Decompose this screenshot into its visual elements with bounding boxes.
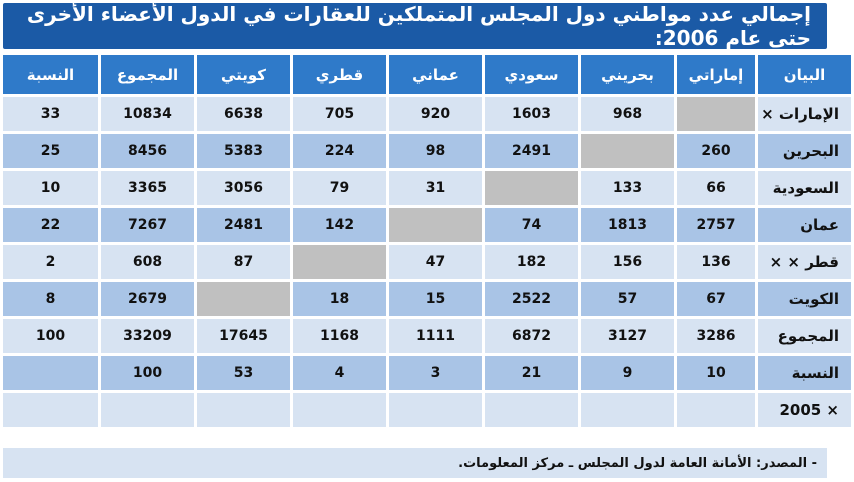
- table-cell: 98: [389, 134, 482, 168]
- table-cell: 1111: [389, 319, 482, 353]
- header-cell-bahraini: بحريني: [581, 55, 674, 94]
- table-cell: 6638: [197, 97, 290, 131]
- header-row: [3, 55, 851, 94]
- table-cell: 2757: [677, 208, 755, 242]
- table-cell: [3, 356, 98, 390]
- table-cell: [485, 393, 578, 427]
- table-cell: 22: [3, 208, 98, 242]
- table-cell: 17645: [197, 319, 290, 353]
- table-cell: [3, 393, 98, 427]
- table-cell: 9: [581, 356, 674, 390]
- table-cell: [389, 208, 482, 242]
- table-cell: 133: [581, 171, 674, 205]
- source-note: - المصدر: الأمانة العامة لدول المجلس ـ مركز المعلومات.: [3, 448, 827, 478]
- row-label: × 2005: [758, 393, 851, 427]
- table-cell: 968: [581, 97, 674, 131]
- page-title: إجمالي عدد مواطني دول المجلس المتملكين للعقارات في الدول الأعضاء الأخرى حتى عام 2006:: [3, 3, 827, 49]
- table-cell: 4: [293, 356, 386, 390]
- table-cell: 2679: [101, 282, 194, 316]
- table-cell: [485, 171, 578, 205]
- table-cell: [389, 393, 482, 427]
- table-cell: 6872: [485, 319, 578, 353]
- header-cell-statement: البيان: [758, 55, 851, 94]
- table-row: [3, 171, 851, 205]
- table-row: [3, 134, 851, 168]
- table-cell: 1168: [293, 319, 386, 353]
- row-label: عمان: [758, 208, 851, 242]
- table-row: [3, 356, 851, 390]
- header-cell-ratio: النسبة: [3, 55, 98, 94]
- table-cell: 136: [677, 245, 755, 279]
- table-cell: 2481: [197, 208, 290, 242]
- table-row: [3, 245, 851, 279]
- table-cell: [677, 97, 755, 131]
- table-cell: 920: [389, 97, 482, 131]
- table-cell: 74: [485, 208, 578, 242]
- table-cell: 1603: [485, 97, 578, 131]
- table-cell: 608: [101, 245, 194, 279]
- table-cell: 3286: [677, 319, 755, 353]
- row-label: المجموع: [758, 319, 851, 353]
- data-table: [0, 52, 854, 430]
- table-cell: 15: [389, 282, 482, 316]
- table-cell: 18: [293, 282, 386, 316]
- table-cell: 1813: [581, 208, 674, 242]
- table-cell: 3365: [101, 171, 194, 205]
- row-label: النسبة: [758, 356, 851, 390]
- table-cell: [197, 393, 290, 427]
- table-cell: 10834: [101, 97, 194, 131]
- table-cell: 66: [677, 171, 755, 205]
- table-cell: 2: [3, 245, 98, 279]
- table-cell: [677, 393, 755, 427]
- table-cell: 87: [197, 245, 290, 279]
- header-cell-kuwaiti: كويتي: [197, 55, 290, 94]
- table-cell: 7267: [101, 208, 194, 242]
- table-cell: 224: [293, 134, 386, 168]
- table-cell: 2522: [485, 282, 578, 316]
- table-row: [3, 393, 851, 427]
- table-cell: 100: [101, 356, 194, 390]
- row-label: الكويت: [758, 282, 851, 316]
- table-cell: 25: [3, 134, 98, 168]
- table-cell: [293, 245, 386, 279]
- header-cell-omani: عماني: [389, 55, 482, 94]
- table-cell: [581, 134, 674, 168]
- table-cell: 47: [389, 245, 482, 279]
- table-cell: 33209: [101, 319, 194, 353]
- table-cell: 142: [293, 208, 386, 242]
- table-cell: 8456: [101, 134, 194, 168]
- table-cell: [293, 393, 386, 427]
- table-cell: 5383: [197, 134, 290, 168]
- table-cell: 8: [3, 282, 98, 316]
- row-label: الإمارات ×: [758, 97, 851, 131]
- table-cell: 3056: [197, 171, 290, 205]
- table-cell: 10: [677, 356, 755, 390]
- table-cell: 31: [389, 171, 482, 205]
- header-cell-total: المجموع: [101, 55, 194, 94]
- table-cell: 3: [389, 356, 482, 390]
- table-cell: 21: [485, 356, 578, 390]
- table-cell: 53: [197, 356, 290, 390]
- table-row: [3, 282, 851, 316]
- table-body: [3, 97, 851, 427]
- table-cell: 67: [677, 282, 755, 316]
- row-label: السعودية: [758, 171, 851, 205]
- table-cell: 57: [581, 282, 674, 316]
- table-cell: [581, 393, 674, 427]
- header-cell-saudi: سعودي: [485, 55, 578, 94]
- table-cell: [101, 393, 194, 427]
- table-row: [3, 97, 851, 131]
- row-label: البحرين: [758, 134, 851, 168]
- table-cell: 33: [3, 97, 98, 131]
- table-cell: 100: [3, 319, 98, 353]
- table-cell: 182: [485, 245, 578, 279]
- table-cell: 260: [677, 134, 755, 168]
- header-cell-qatari: قطري: [293, 55, 386, 94]
- table-cell: 705: [293, 97, 386, 131]
- header-cell-emirati: إماراتي: [677, 55, 755, 94]
- table-cell: [197, 282, 290, 316]
- table-cell: 10: [3, 171, 98, 205]
- table-cell: 79: [293, 171, 386, 205]
- table-row: [3, 319, 851, 353]
- table-cell: 3127: [581, 319, 674, 353]
- table-cell: 156: [581, 245, 674, 279]
- row-label: قطر × ×: [758, 245, 851, 279]
- table-cell: 2491: [485, 134, 578, 168]
- table-row: [3, 208, 851, 242]
